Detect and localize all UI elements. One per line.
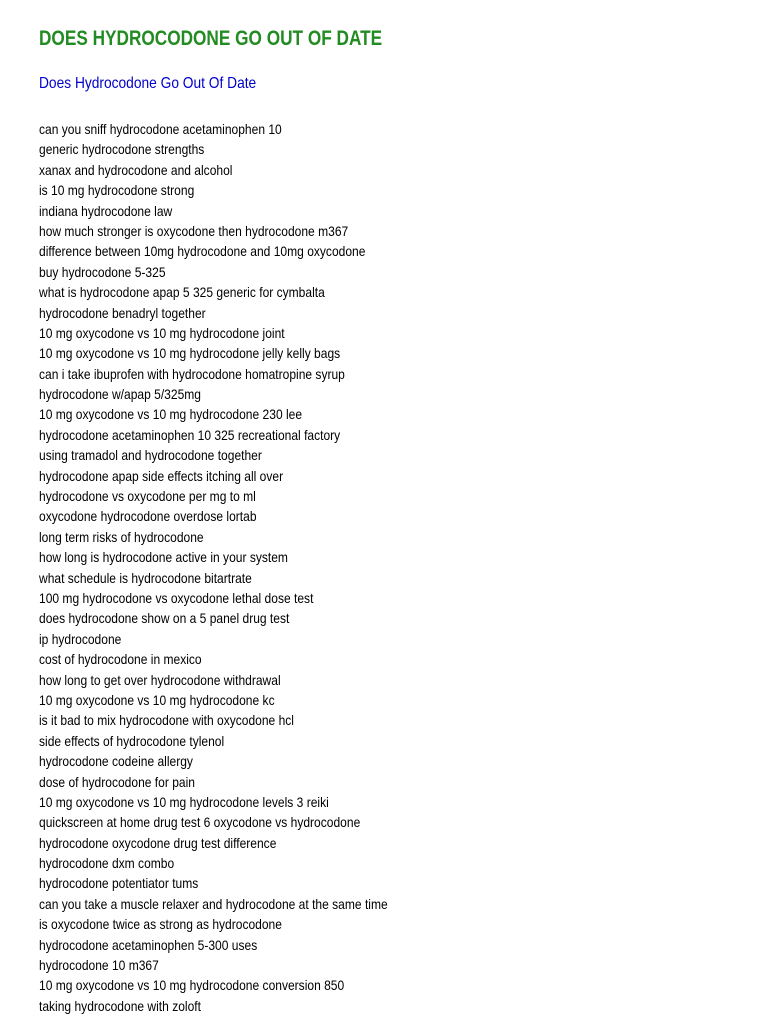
list-item[interactable]: hydrocodone potentiator tums bbox=[39, 875, 199, 892]
list-item[interactable]: is it bad to mix hydrocodone with oxycodone hcl bbox=[39, 712, 294, 729]
list-item[interactable]: buy hydrocodone 5-325 bbox=[39, 263, 166, 280]
list-item[interactable]: difference between 10mg hydrocodone and 10mg oxycodone bbox=[39, 243, 366, 260]
list-item[interactable]: long term risks of hydrocodone bbox=[39, 528, 204, 545]
list-item[interactable]: does hydrocodone show on a 5 panel drug test bbox=[39, 610, 290, 627]
list-item[interactable]: oxycodone hydrocodone overdose lortab bbox=[39, 508, 257, 525]
page-content bbox=[39, 27, 739, 1014]
list-item[interactable]: is 10 mg hydrocodone strong bbox=[39, 182, 195, 199]
list-item[interactable]: 10 mg oxycodone vs 10 mg hydrocodone 230 lee bbox=[39, 406, 303, 423]
list-item[interactable]: ip hydrocodone bbox=[39, 630, 122, 647]
list-item[interactable]: 10 mg oxycodone vs 10 mg hydrocodone kc bbox=[39, 691, 275, 708]
list-item[interactable]: hydrocodone 10 m367 bbox=[39, 957, 159, 974]
list-item[interactable]: hydrocodone acetaminophen 5-300 uses bbox=[39, 936, 258, 953]
list-item[interactable]: 10 mg oxycodone vs 10 mg hydrocodone jelly kelly bags bbox=[39, 345, 341, 362]
list-item[interactable]: hydrocodone acetaminophen 10 325 recreational factory bbox=[39, 426, 341, 443]
list-item[interactable]: is oxycodone twice as strong as hydrocodone bbox=[39, 916, 282, 933]
list-item[interactable]: cost of hydrocodone in mexico bbox=[39, 651, 202, 668]
list-item[interactable]: can you sniff hydrocodone acetaminophen 10 bbox=[39, 121, 282, 137]
list-item[interactable]: generic hydrocodone strengths bbox=[39, 141, 205, 158]
list-item[interactable]: 100 mg hydrocodone vs oxycodone lethal dose test bbox=[39, 589, 314, 606]
list-item[interactable]: xanax and hydrocodone and alcohol bbox=[39, 161, 233, 178]
page-subtitle-link[interactable]: Does Hydrocodone Go Out Of Date bbox=[39, 75, 257, 92]
list-item[interactable]: 10 mg oxycodone vs 10 mg hydrocodone levels 3 reiki bbox=[39, 793, 329, 810]
list-item[interactable]: quickscreen at home drug test 6 oxycodone vs hydrocodone bbox=[39, 814, 361, 831]
list-item[interactable]: side effects of hydrocodone tylenol bbox=[39, 732, 225, 749]
list-item[interactable]: what schedule is hydrocodone bitartrate bbox=[39, 569, 252, 586]
list-item[interactable]: dose of hydrocodone for pain bbox=[39, 773, 195, 790]
list-item[interactable]: how long to get over hydrocodone withdrawal bbox=[39, 671, 281, 688]
list-item[interactable]: hydrocodone vs oxycodone per mg to ml bbox=[39, 488, 256, 505]
list-item[interactable]: hydrocodone apap side effects itching all over bbox=[39, 467, 284, 484]
list-item[interactable]: how long is hydrocodone active in your system bbox=[39, 549, 288, 566]
list-item[interactable]: can you take a muscle relaxer and hydrocodone at the same time bbox=[39, 895, 388, 912]
list-item[interactable]: indiana hydrocodone law bbox=[39, 202, 173, 219]
list-item[interactable]: 10 mg oxycodone vs 10 mg hydrocodone conversion 850 bbox=[39, 977, 345, 994]
link-list bbox=[39, 119, 444, 1016]
list-item[interactable]: hydrocodone w/apap 5/325mg bbox=[39, 386, 201, 403]
page-title: DOES HYDROCODONE GO OUT OF DATE bbox=[39, 27, 383, 50]
list-item[interactable]: hydrocodone dxm combo bbox=[39, 855, 175, 872]
list-item[interactable]: taking hydrocodone with zoloft bbox=[39, 997, 201, 1014]
list-item[interactable]: can i take ibuprofen with hydrocodone homatropine syrup bbox=[39, 365, 345, 382]
list-item[interactable]: hydrocodone benadryl together bbox=[39, 304, 206, 321]
list-item[interactable]: hydrocodone oxycodone drug test difference bbox=[39, 834, 277, 851]
list-item[interactable]: 10 mg oxycodone vs 10 mg hydrocodone joint bbox=[39, 324, 285, 341]
list-item[interactable]: how much stronger is oxycodone then hydrocodone m367 bbox=[39, 222, 349, 239]
list-item[interactable]: using tramadol and hydrocodone together bbox=[39, 447, 262, 464]
list-item[interactable]: hydrocodone codeine allergy bbox=[39, 753, 193, 770]
list-item[interactable]: what is hydrocodone apap 5 325 generic for cymbalta bbox=[39, 284, 325, 301]
